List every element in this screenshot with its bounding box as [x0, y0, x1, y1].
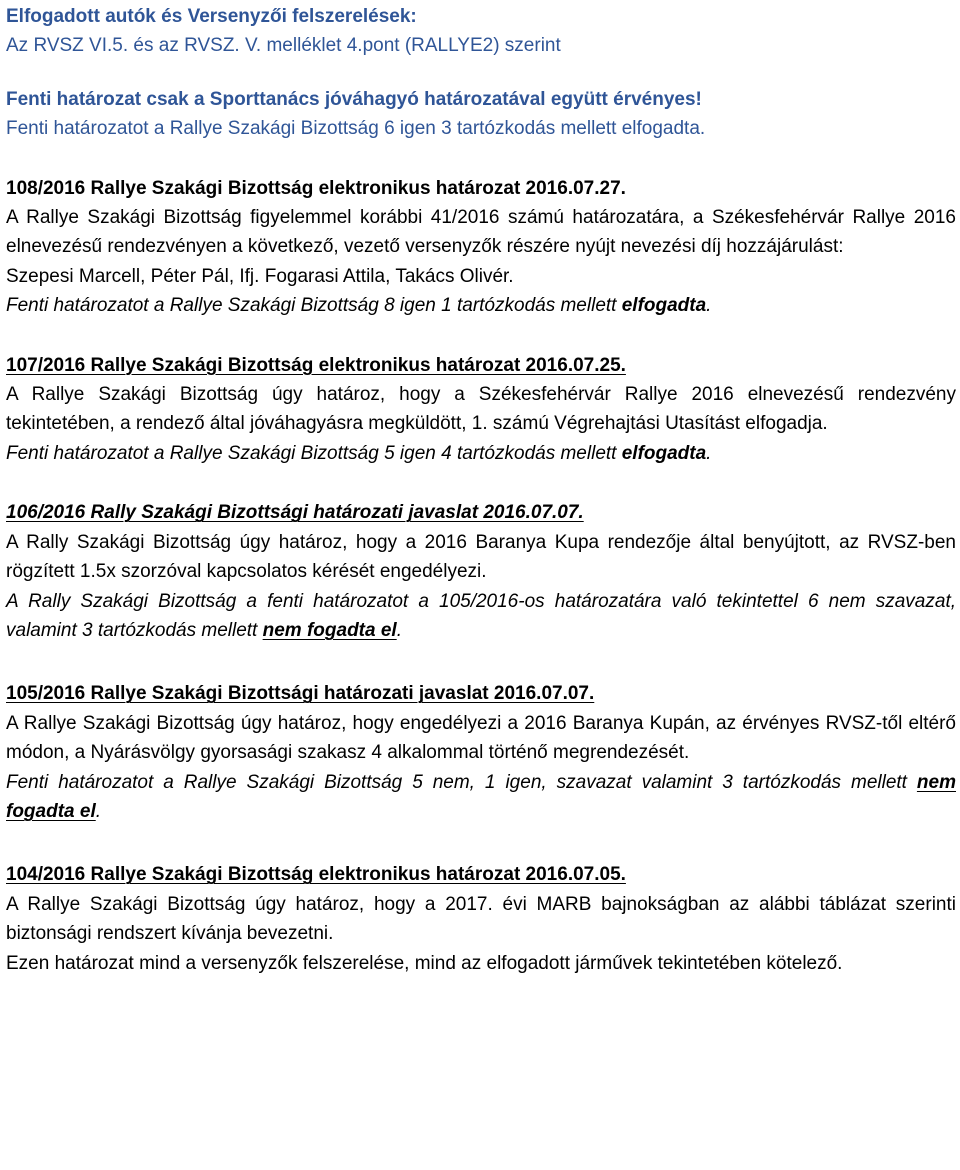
vote-result: nem fogadta el	[262, 619, 397, 641]
resolution-body: A Rallye Szakági Bizottság úgy határoz, hogy a 2017. évi MARB bajnokságban az alábbi táblázat szerinti biztonsági rendszert kívánja bevezetni.	[6, 893, 956, 945]
vote-text: Fenti határozatot a Rallye Szakági Bizottság 5 nem, 1 igen, szavazat valamint 3 tartózkodás mellett	[6, 771, 917, 793]
page-title: Elfogadott autók és Versenyzői felszerelések:	[6, 6, 417, 27]
resolution-names: Szepesi Marcell, Péter Pál, Ifj. Fogarasi Attila, Takács Olivér.	[6, 265, 514, 287]
page-subtitle: Az RVSZ VI.5. és az RVSZ. V. melléklet 4.pont (RALLYE2) szerint	[6, 35, 561, 57]
resolution-heading: 104/2016 Rallye Szakági Bizottság elektronikus határozat 2016.07.05.	[6, 864, 626, 886]
header-vote-result: Fenti határozatot a Rallye Szakági Bizottság 6 igen 3 tartózkodás mellett elfogadta.	[6, 118, 706, 140]
resolution-vote	[6, 587, 956, 646]
resolution-body-2: Ezen határozat mind a versenyzők felszerelése, mind az elfogadott járművek tekintetében kötelező.	[6, 952, 843, 974]
resolution-body: A Rallye Szakági Bizottság úgy határoz, hogy a Székesfehérvár Rallye 2016 elnevezésű rendezvény tekintetében, a rendező által jóváhagyásra megküldött, 1. számú Végrehajtási Utasítást elfogadja.	[6, 384, 956, 435]
resolution-heading: 108/2016 Rallye Szakági Bizottság elektronikus határozat 2016.07.27.	[6, 177, 626, 199]
vote-suffix: .	[706, 442, 712, 464]
vote-suffix: .	[396, 619, 402, 641]
vote-suffix: .	[95, 800, 102, 822]
resolution-104	[6, 860, 956, 978]
resolution-heading: 105/2016 Rallye Szakági Bizottsági határozati javaslat 2016.07.07.	[6, 683, 595, 705]
resolution-vote	[6, 768, 956, 827]
resolution-vote	[6, 291, 956, 320]
resolution-body: A Rallye Szakági Bizottság úgy határoz, hogy engedélyezi a 2016 Baranya Kupán, az érvényes RVSZ-től eltérő módon, a Nyárásvölgy gyorsasági szakasz 4 alkalommal történő megrendezését.	[6, 712, 956, 764]
resolution-body: A Rallye Szakági Bizottság figyelemmel korábbi 41/2016 számú határozatára, a Székesfehérvár Rallye 2016 elnevezésű rendezvényen a következő, vezető versenyzők részére nyújt nevezési díj hozzájárulást:	[6, 207, 956, 258]
resolution-106	[6, 498, 956, 645]
resolution-body: A Rally Szakági Bizottság úgy határoz, hogy a 2016 Baranya Kupa rendezője által benyújtott, az RVSZ-ben rögzített 1.5x szorzóval kapcsolatos kérését engedélyezi.	[6, 531, 956, 583]
vote-suffix: .	[706, 295, 712, 317]
vote-text: Fenti határozatot a Rallye Szakági Bizottság 8 igen 1 tartózkodás mellett	[6, 295, 622, 317]
resolution-heading: 107/2016 Rallye Szakági Bizottság elektronikus határozat 2016.07.25.	[6, 354, 626, 376]
vote-result: elfogadta	[621, 442, 707, 464]
vote-result: nem fogadta el	[6, 771, 956, 822]
validity-notice: Fenti határozat csak a Sporttanács jóváhagyó határozatával együtt érvényes!	[6, 88, 702, 110]
vote-result: elfogadta	[621, 295, 707, 317]
resolution-vote	[6, 439, 956, 468]
resolution-heading: 106/2016 Rally Szakági Bizottsági határozati javaslat 2016.07.07.	[6, 502, 584, 524]
vote-text: Fenti határozatot a Rallye Szakági Bizottság 5 igen 4 tartózkodás mellett	[6, 442, 622, 464]
resolution-108	[6, 174, 956, 321]
vote-text: A Rally Szakági Bizottság a fenti határozatot a 105/2016-os határozatára való tekintettel 6 nem szavazat, valamint 3 tartózkodás mellett	[6, 590, 956, 641]
resolution-105	[6, 679, 956, 826]
document-page	[6, 0, 956, 978]
document-header	[6, 2, 956, 144]
resolution-107	[6, 351, 956, 469]
